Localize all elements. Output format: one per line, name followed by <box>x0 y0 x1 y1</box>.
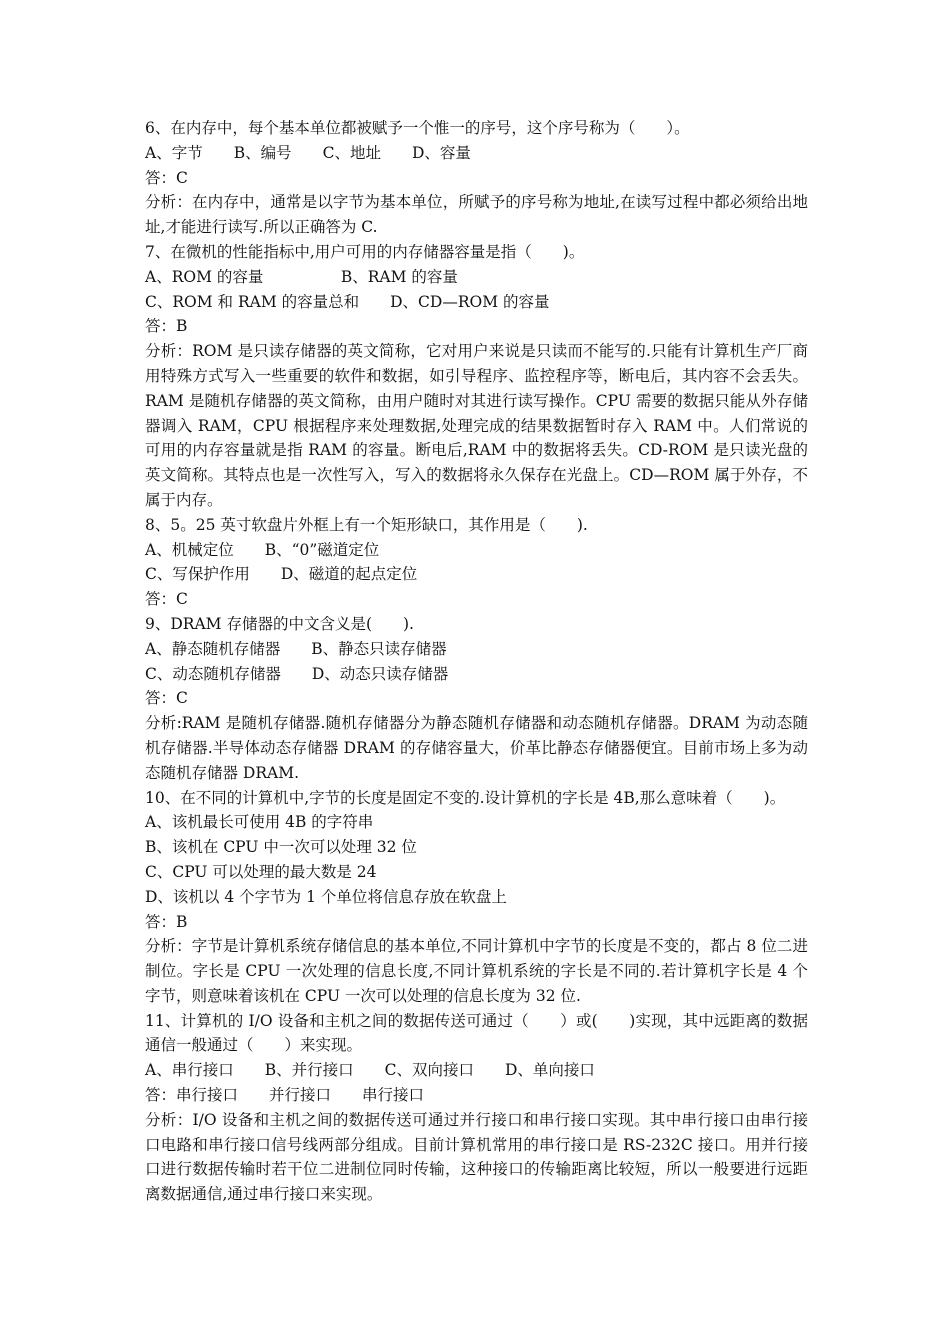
document-page <box>145 116 808 1207</box>
question-11-analysis: 分析：I/O 设备和主机之间的数据传送可通过并行接口和串行接口实现。其中串行接口由串行接口电路和串行接口信号线两部分组成。目前计算机常用的串行接口是 RS-232C 接口。用并行接口进行数据传输时若干位二进制位同时传输，这种接口的传输距离比较短，所以一般要进行远距离数据通信,通过串行接口来实现。 <box>145 1110 808 1204</box>
question-11-options: A、串行接口 B、并行接口 C、双向接口 D、单向接口 <box>145 1061 595 1080</box>
question-9-text: 9、DRAM 存储器的中文含义是( ). <box>145 614 414 633</box>
question-11-text: 11、计算机的 I/O 设备和主机之间的数据传送可通过（ ）或( )实现，其中远距离的数据通信一般通过（ ）来实现。 <box>145 1011 808 1055</box>
question-10-option-d: D、该机以 4 个字节为 1 个单位将信息存放在软盘上 <box>145 887 507 906</box>
question-10-analysis: 分析：字节是计算机系统存储信息的基本单位,不同计算机中字节的长度是不变的，都占 8 位二进制位。字长是 CPU 一次处理的信息长度,不同计算机系统的字长是不同的.若计算机字长是 4 个字节，则意味着该机在 CPU 一次可以处理的信息长度为 32 位. <box>145 937 808 1005</box>
question-10-option-b: B、该机在 CPU 中一次可以处理 32 位 <box>145 838 417 857</box>
question-8-options-row-1: A、机械定位 B、“0”磁道定位 <box>145 540 380 559</box>
question-9-analysis: 分析:RAM 是随机存储器.随机存储器分为静态随机存储器和动态随机存储器。DRAM 为动态随机存储器.半导体动态存储器 DRAM 的存储容量大，价革比静态存储器便宜。目前市场上多为动态随机存储器 DRAM. <box>145 714 808 782</box>
question-11-answer: 答：串行接口 并行接口 串行接口 <box>145 1086 425 1105</box>
question-9-options-row-1: A、静态随机存储器 B、静态只读存储器 <box>145 639 447 658</box>
question-8-text: 8、5。25 英寸软盘片外框上有一个矩形缺口，其作用是（ ). <box>145 515 588 534</box>
question-10-answer: 答：B <box>145 912 188 931</box>
question-8-answer: 答：C <box>145 590 188 609</box>
question-10-option-a: A、该机最长可使用 4B 的字符串 <box>145 813 374 832</box>
question-10-option-c: C、CPU 可以处理的最大数是 24 <box>145 862 377 881</box>
question-10-text: 10、在不同的计算机中,字节的长度是固定不变的.设计算机的字长是 4B,那么意味着（ )。 <box>145 788 786 807</box>
question-6-text: 6、在内存中，每个基本单位都被赋予一个惟一的序号，这个序号称为（ ）。 <box>145 119 690 137</box>
question-8-options-row-2: C、写保护作用 D、磁道的起点定位 <box>145 565 418 584</box>
question-7-analysis: 分析：ROM 是只读存储器的英文简称，它对用户来说是只读而不能写的.只能有计算机生产厂商用特殊方式写入一些重要的软件和数据，如引导程序、监控程序等，断电后，其内容不会丢失。RAM 是随机存储器的英文简称，由用户随时对其进行读写操作。CPU 需要的数据只能从外存储器调入 RAM，CPU 根据程序来处理数据,处理完成的结果数据暂时存入 RAM 中。人们常说的可用的内存容量就是指 RAM 的容量。断电后,RAM 中的数据将丢失。CD-ROM 是只读光盘的英文简称。其特点也是一次性写入，写入的数据将永久保存在光盘上。CD—ROM 属于外存，不属于内存。 <box>145 342 808 509</box>
question-7-text: 7、在微机的性能指标中,用户可用的内存储器容量是指（ )。 <box>145 242 585 261</box>
question-6-analysis: 分析：在内存中，通常是以字节为基本单位，所赋予的序号称为地址,在读写过程中都必须给出地址,才能进行读写.所以正确答为 C. <box>145 193 808 237</box>
question-7-options-row-1: A、ROM 的容量 B、RAM 的容量 <box>145 267 458 286</box>
question-6-options: A、字节 B、编号 C、地址 D、容量 <box>145 143 471 162</box>
question-9-options-row-2: C、动态随机存储器 D、动态只读存储器 <box>145 664 449 683</box>
question-7-options-row-2: C、ROM 和 RAM 的容量总和 D、CD—ROM 的容量 <box>145 292 550 311</box>
question-6-answer: 答：C <box>145 168 188 187</box>
question-7-answer: 答：B <box>145 317 188 336</box>
question-9-answer: 答：C <box>145 689 188 708</box>
